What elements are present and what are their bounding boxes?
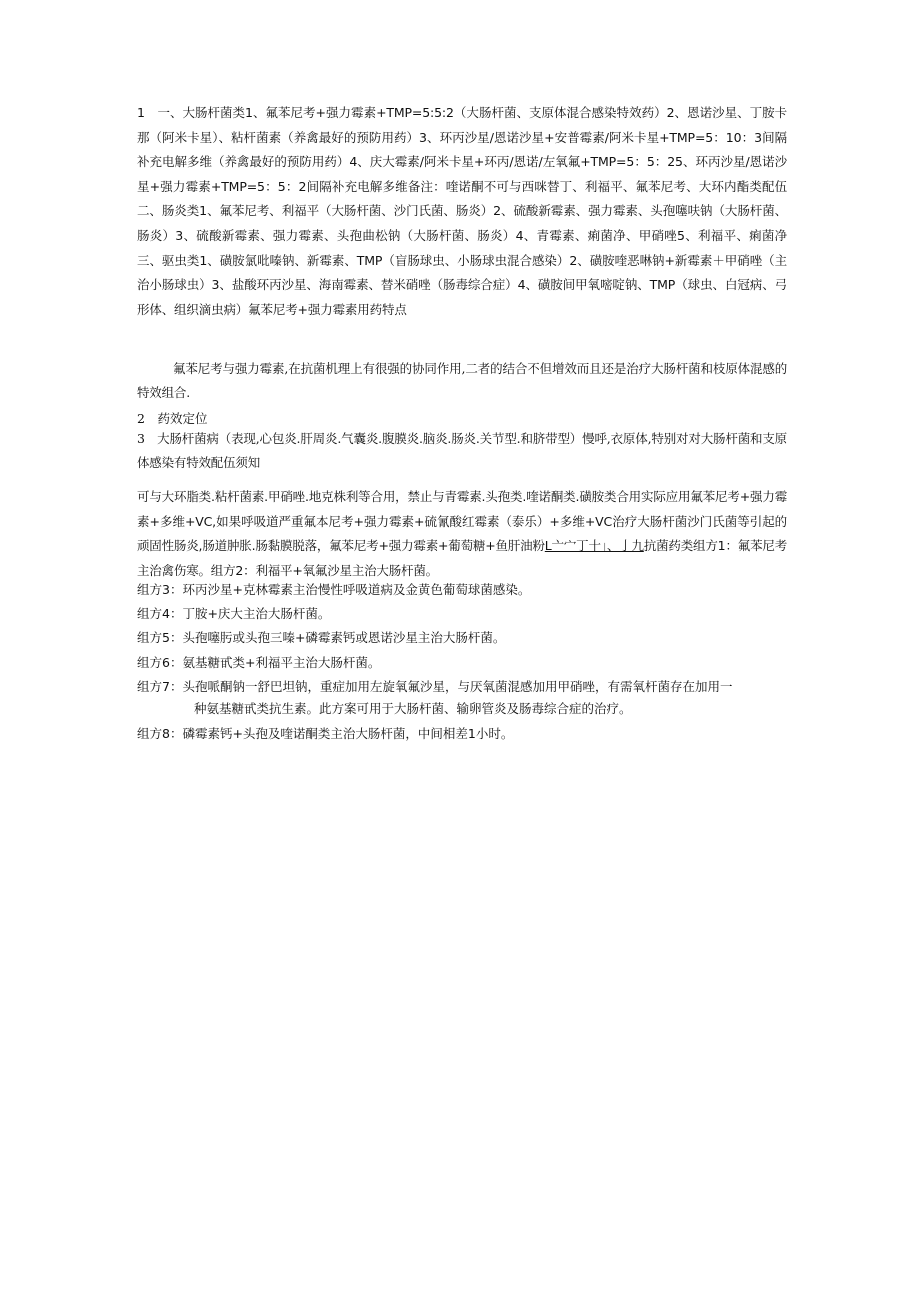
prescription-6: 组方6：氨基糖甙类+利福平主治大肠杆菌。 xyxy=(137,655,381,670)
paragraph-synergy: 氟苯尼考与强力霉素,在抗菌机理上有很强的协同作用,二者的结合不但增效而且还是治疗大肠杆菌和枝原体混感的特效组合. xyxy=(137,361,787,400)
prescription-4: 组方4：丁胺+庆大主治大肠杆菌。 xyxy=(137,606,331,621)
prescription-1-2: 抗菌药类组方1：氟苯尼考主治禽伤寒。组方2：利福平+氧氟沙星主治大肠杆菌。 xyxy=(137,538,787,578)
garbled-text: L亠宀丁十」、亅九 xyxy=(544,538,644,553)
compatibility-text: 可与大环脂类.粘杆菌素.甲硝唑.地克株利等合用，禁止与青霉素.头孢类.喹诺酮类.磺胺类合用实际应用氟苯尼考+强力霉素+多维+VC,如果呼吸道严重氟本尼考+强力霉素+硫氰酸红霉素（泰乐）+多维+VC治疗大肠杆菌沙门氏菌等引起的顽固性肠炎,肠道肿胀.肠黏膜脱落，氟苯尼考+强力霉素+葡萄糖+鱼肝油粉 xyxy=(137,489,787,553)
prescription-7 xyxy=(137,677,787,717)
prescription-7-line2: 种氨基糖甙类抗生素。此方案可用于大肠杆菌、输卵管炎及肠毒综合症的治疗。 xyxy=(194,701,632,716)
heading-efficacy: 2 药效定位 xyxy=(137,411,208,426)
prescription-5: 组方5：头孢噻肟或头孢三嗪+磷霉素钙或恩诺沙星主治大肠杆菌。 xyxy=(137,630,506,645)
prescription-8: 组方8：磷霉素钙+头孢及喹诺酮类主治大肠杆菌，中间相差1小时。 xyxy=(137,726,514,741)
prescription-7-line1: 组方7：头孢哌酮钠一舒巴坦钠，重症加用左旋氧氟沙星，与厌氧菌混感加用甲硝唑，有需氧杆菌存在加用一 xyxy=(137,679,733,694)
paragraph-antibacterial-combos: 1 一、大肠杆菌类1、氟苯尼考+强力霉素+TMP=5:5:2（大肠杆菌、支原体混合感染特效药）2、恩诺沙星、丁胺卡那（阿米卡星）、粘杆菌素（养禽最好的预防用药）3、环丙沙星/恩诺沙星+安普霉素/阿米卡星+TMP=5：10：3间隔补充电解多维（养禽最好的预防用药）4、庆大霉素/阿米卡星+环丙/恩诺/左氧氟+TMP=5：5：25、环丙沙星/恩诺沙星+强力霉素+TMP=5：5：2间隔补充电解多维备注：喹诺酮不可与西咪替丁、利福平、氟苯尼考、大环内酯类配伍二、肠炎类1、氟苯尼考、利福平（大肠杆菌、沙门氏菌、肠炎）2、硫酸新霉素、强力霉素、头孢噻呋钠（大肠杆菌、肠炎）3、硫酸新霉素、强力霉素、头孢曲松钠（大肠杆菌、肠炎）4、青霉素、痢菌净、甲硝唑5、利福平、痢菌净三、驱虫类1、磺胺氯吡嗪钠、新霉素、TMP（盲肠球虫、小肠球虫混合感染）2、磺胺喹恶啉钠+新霉素＋甲硝唑（主治小肠球虫）3、盐酸环丙沙星、海南霉素、替米硝唑（肠毒综合症）4、磺胺间甲氧嘧啶钠、TMP（球虫、白冠病、弓形体、组织滴虫病）氟苯尼考+强力霉素用药特点 xyxy=(137,105,787,317)
paragraph-indications: 3 大肠杆菌病（表现,心包炎.肝周炎.气囊炎.腹膜炎.脑炎.肠炎.关节型.和脐带型）慢呼,衣原体,特别对对大肠杆菌和支原体感染有特效配伍须知 xyxy=(137,431,787,470)
prescription-3: 组方3：环丙沙星+克林霉素主治慢性呼吸道病及金黄色葡萄球菌感染。 xyxy=(137,582,531,597)
paragraph-compatibility xyxy=(137,485,787,583)
